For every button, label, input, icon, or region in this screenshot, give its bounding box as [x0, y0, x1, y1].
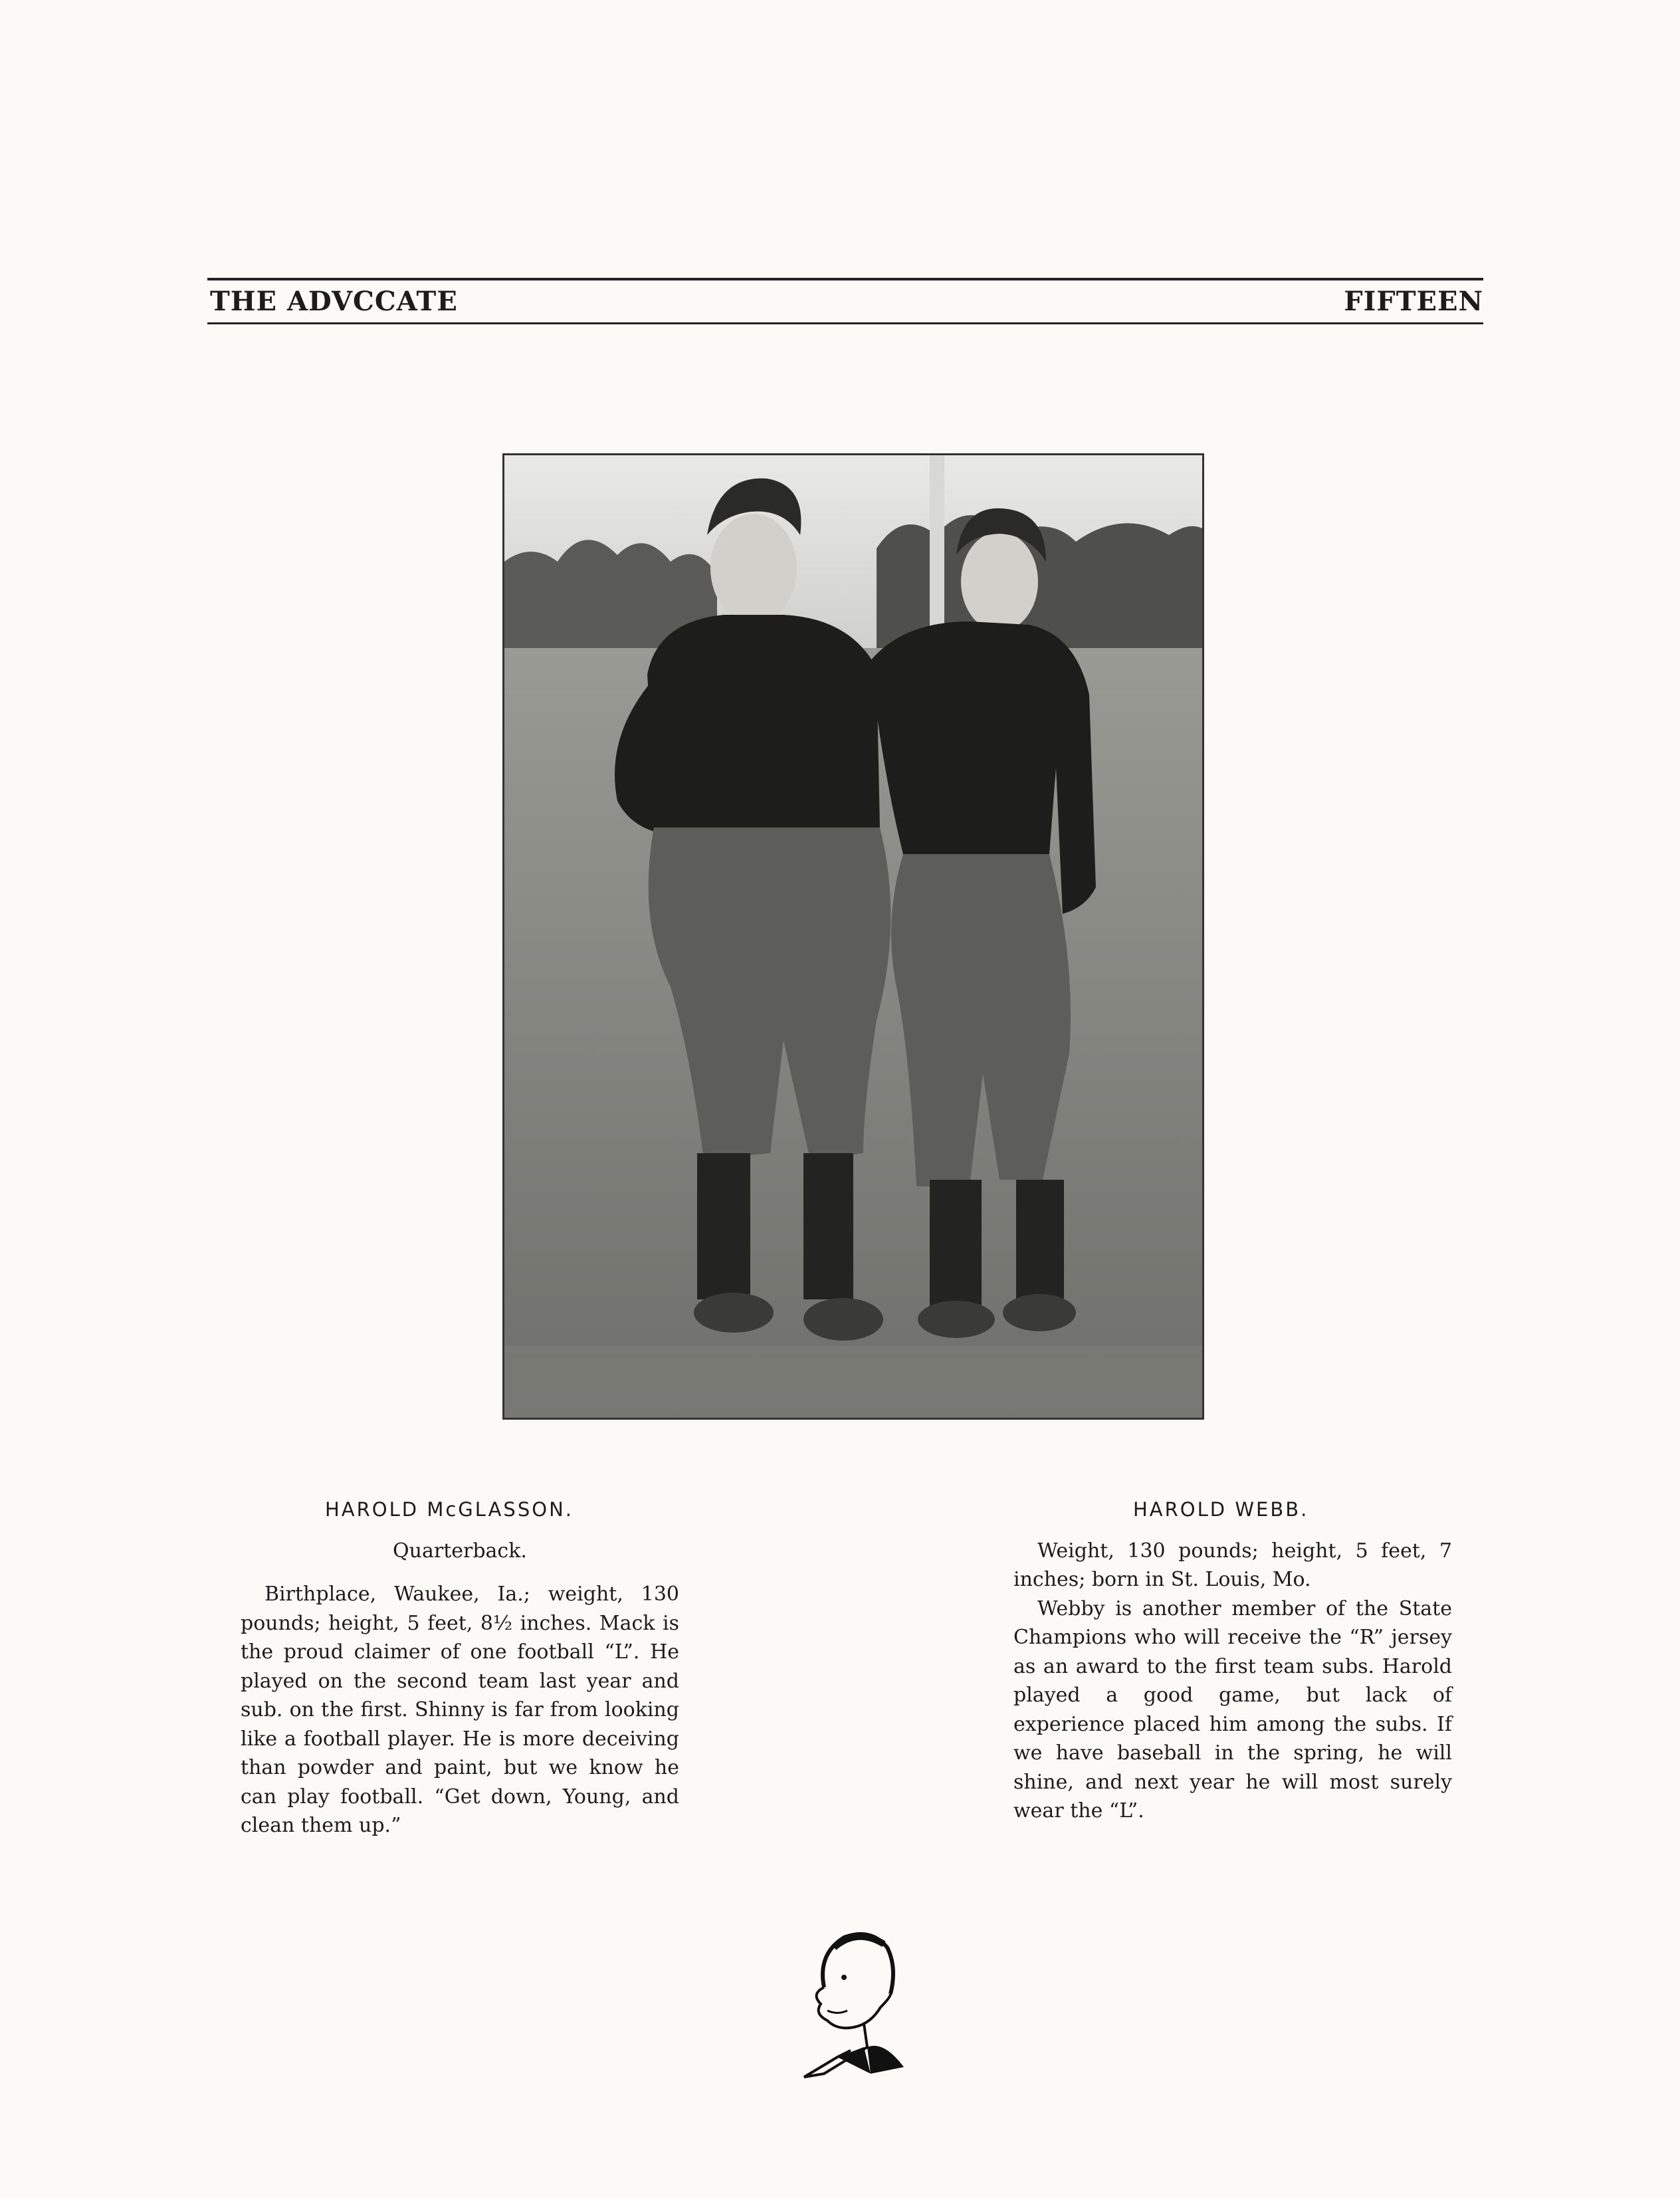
- player-bio: Birthplace, Waukee, Ia.; weight, 130 pounds; height, 5 feet, 8½ inches. Mack is the proud claimer of one football “L”. He played on the second team last year and sub. on the first. Shinny is far from looking like a football player. He is more deceiving than powder and paint, but we know he can play football. “Get down, Young, and clean them up.”: [241, 1583, 679, 1837]
- caricature-sketch-icon: [797, 1914, 904, 2080]
- left-article: [241, 1495, 679, 1840]
- player-bio: Webby is another member of the State Champions who will receive the “R” jersey as an award to the first team subs. Harold played a good game, but lack of experience placed him among the subs. If we have baseball in the spring, he will shine, and next year he will most surely wear the “L”.: [1013, 1596, 1452, 1822]
- player-position: Quarterback.: [393, 1539, 527, 1563]
- header-rule-top: [207, 278, 1483, 280]
- team-photo: [502, 453, 1204, 1420]
- player-stats: Weight, 130 pounds; height, 5 feet, 7 inches; born in St. Louis, Mo.: [1013, 1539, 1452, 1591]
- two-football-players-photo: [504, 455, 1202, 1418]
- page-number-label: FIFTEEN: [1344, 286, 1483, 317]
- header-rule-bottom: [207, 322, 1483, 324]
- player-name: HAROLD McGLASSON.: [325, 1498, 574, 1521]
- publication-title: THE ADVCCATE: [210, 286, 458, 317]
- right-article: [1013, 1495, 1452, 1826]
- player-name: HAROLD WEBB.: [1133, 1498, 1309, 1521]
